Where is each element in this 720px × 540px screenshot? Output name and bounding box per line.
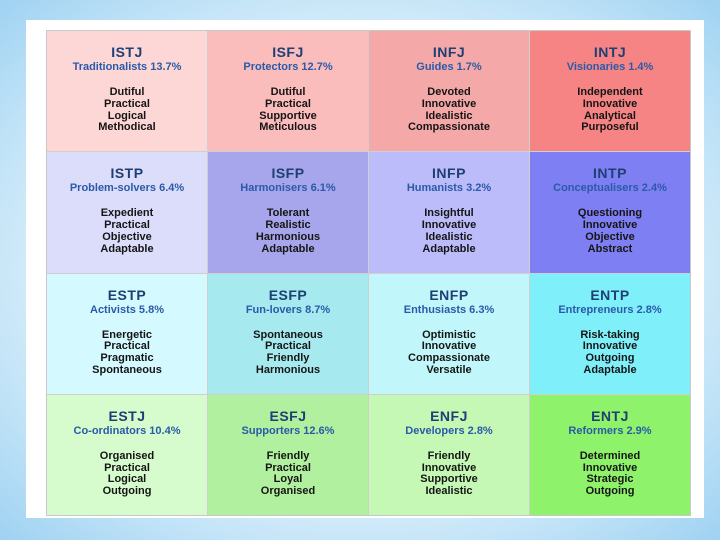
type-cell-enfj (369, 395, 529, 515)
trait-item: Innovative (582, 340, 638, 353)
trait-item: Idealistic (425, 109, 473, 122)
trait-item: Innovative (421, 461, 477, 474)
trait-item: Dutiful (270, 86, 306, 98)
trait-item: Practical (104, 340, 150, 353)
trait-item: Insightful (424, 207, 474, 220)
trait-item: Questioning (577, 207, 643, 220)
trait-item: Compassionate (408, 121, 490, 134)
trait-item: Harmonious (255, 363, 321, 376)
trait-item: Practical (265, 461, 311, 474)
trait-item: Idealistic (425, 485, 473, 498)
trait-list (256, 208, 320, 255)
type-cell-intj (530, 31, 690, 151)
type-code: ISTP (110, 165, 144, 182)
trait-list (98, 87, 155, 134)
type-cell-entp (530, 274, 690, 394)
trait-item: Innovative (421, 340, 477, 353)
trait-item: Adaptable (422, 242, 476, 255)
trait-list (580, 451, 641, 498)
trait-item: Innovative (582, 219, 638, 232)
type-role: Problem-solvers 6.4% (69, 182, 185, 195)
trait-list (100, 208, 153, 255)
trait-item: Energetic (101, 328, 153, 341)
type-code: ESFP (268, 286, 308, 303)
trait-item: Innovative (421, 97, 477, 110)
type-role: Reformers 2.9% (568, 424, 652, 437)
trait-list (577, 87, 642, 134)
type-cell-estp (47, 274, 207, 394)
trait-list (408, 87, 490, 134)
type-role: Enthusiasts 6.3% (403, 303, 495, 316)
type-role: Traditionalists 13.7% (72, 61, 182, 73)
type-code: ISFP (271, 165, 305, 182)
type-code: ESTJ (108, 407, 146, 424)
type-code: INFJ (432, 44, 466, 60)
trait-item: Organised (99, 449, 155, 462)
type-cell-isfj (208, 31, 368, 151)
trait-item: Adaptable (100, 242, 154, 255)
trait-item: Purposeful (581, 121, 639, 134)
trait-item: Optimistic (422, 328, 476, 341)
trait-item: Tolerant (266, 207, 310, 220)
trait-item: Objective (585, 230, 635, 243)
type-code: ENTP (590, 286, 630, 303)
trait-item: Friendly (266, 449, 310, 462)
type-cell-intp (530, 152, 690, 272)
type-cell-infj (369, 31, 529, 151)
type-role: Humanists 3.2% (406, 182, 492, 195)
trait-item: Friendly (427, 449, 471, 462)
type-cell-istp (47, 152, 207, 272)
type-role: Guides 1.7% (416, 61, 482, 73)
trait-item: Outgoing (585, 352, 635, 365)
type-role: Developers 2.8% (405, 424, 493, 437)
trait-item: Practical (104, 461, 150, 474)
type-code: INTP (593, 165, 627, 182)
trait-list (259, 87, 316, 134)
trait-item: Logical (107, 473, 147, 486)
trait-item: Realistic (265, 219, 311, 232)
type-role: Conceptualisers 2.4% (553, 182, 667, 195)
trait-item: Strategic (586, 473, 634, 486)
trait-item: Idealistic (425, 230, 473, 243)
trait-item: Adaptable (583, 363, 637, 376)
type-role: Harmonisers 6.1% (240, 182, 336, 195)
trait-item: Methodical (98, 121, 156, 134)
trait-list (253, 330, 323, 377)
type-role: Entrepreneurs 2.8% (558, 303, 662, 316)
trait-list (420, 451, 477, 498)
trait-item: Practical (265, 340, 311, 353)
trait-item: Dutiful (109, 86, 145, 98)
type-code: INTJ (593, 44, 627, 60)
trait-list (261, 451, 315, 498)
slide-sheet (26, 20, 704, 518)
type-code: ENFP (429, 286, 469, 303)
type-cell-isfp (208, 152, 368, 272)
trait-item: Abstract (587, 242, 633, 255)
trait-item: Loyal (273, 473, 303, 486)
trait-list (408, 330, 490, 377)
type-cell-enfp (369, 274, 529, 394)
trait-item: Determined (579, 449, 641, 462)
type-role: Visionaries 1.4% (566, 61, 654, 73)
type-cell-esfp (208, 274, 368, 394)
type-code: ENFJ (430, 407, 468, 424)
trait-item: Risk-taking (580, 328, 640, 341)
type-cell-esfj (208, 395, 368, 515)
type-cell-istj (47, 31, 207, 151)
trait-item: Outgoing (585, 485, 635, 498)
type-cell-estj (47, 395, 207, 515)
type-role: Activists 5.8% (90, 303, 164, 316)
trait-item: Meticulous (259, 121, 317, 134)
type-role: Co-ordinators 10.4% (73, 424, 181, 437)
trait-item: Objective (102, 230, 152, 243)
type-cell-entj (530, 395, 690, 515)
trait-item: Independent (577, 86, 643, 98)
trait-item: Supportive (420, 473, 478, 486)
type-role: Supporters 12.6% (241, 424, 335, 437)
type-code: ENTJ (591, 407, 629, 424)
type-code: ISFJ (272, 44, 304, 60)
trait-item: Harmonious (255, 230, 321, 243)
trait-item: Logical (107, 109, 147, 122)
trait-item: Friendly (266, 352, 310, 365)
trait-item: Practical (104, 219, 150, 232)
trait-list (580, 330, 639, 377)
type-code: INFP (432, 165, 466, 182)
type-code: ESTP (107, 286, 147, 303)
trait-list (422, 208, 476, 255)
trait-item: Spontaneous (92, 363, 162, 376)
trait-item: Innovative (421, 219, 477, 232)
trait-item: Supportive (259, 109, 317, 122)
type-role: Fun-lovers 8.7% (245, 303, 331, 316)
type-code: ESFJ (269, 407, 307, 424)
type-role: Protectors 12.7% (243, 61, 333, 73)
trait-item: Versatile (426, 363, 472, 376)
personality-type-grid (46, 30, 691, 516)
trait-item: Pragmatic (100, 352, 154, 365)
trait-item: Organised (260, 485, 316, 498)
trait-item: Innovative (582, 97, 638, 110)
trait-item: Compassionate (408, 352, 490, 365)
trait-item: Innovative (582, 461, 638, 474)
trait-list (100, 451, 154, 498)
type-cell-infp (369, 152, 529, 272)
trait-item: Analytical (584, 109, 636, 122)
trait-item: Expedient (100, 207, 154, 220)
trait-list (578, 208, 642, 255)
trait-item: Practical (104, 97, 150, 110)
trait-item: Outgoing (102, 485, 152, 498)
trait-list (92, 330, 162, 377)
trait-item: Devoted (427, 86, 471, 98)
trait-item: Practical (265, 97, 311, 110)
type-code: ISTJ (111, 44, 143, 60)
trait-item: Spontaneous (253, 328, 323, 341)
trait-item: Adaptable (261, 242, 315, 255)
